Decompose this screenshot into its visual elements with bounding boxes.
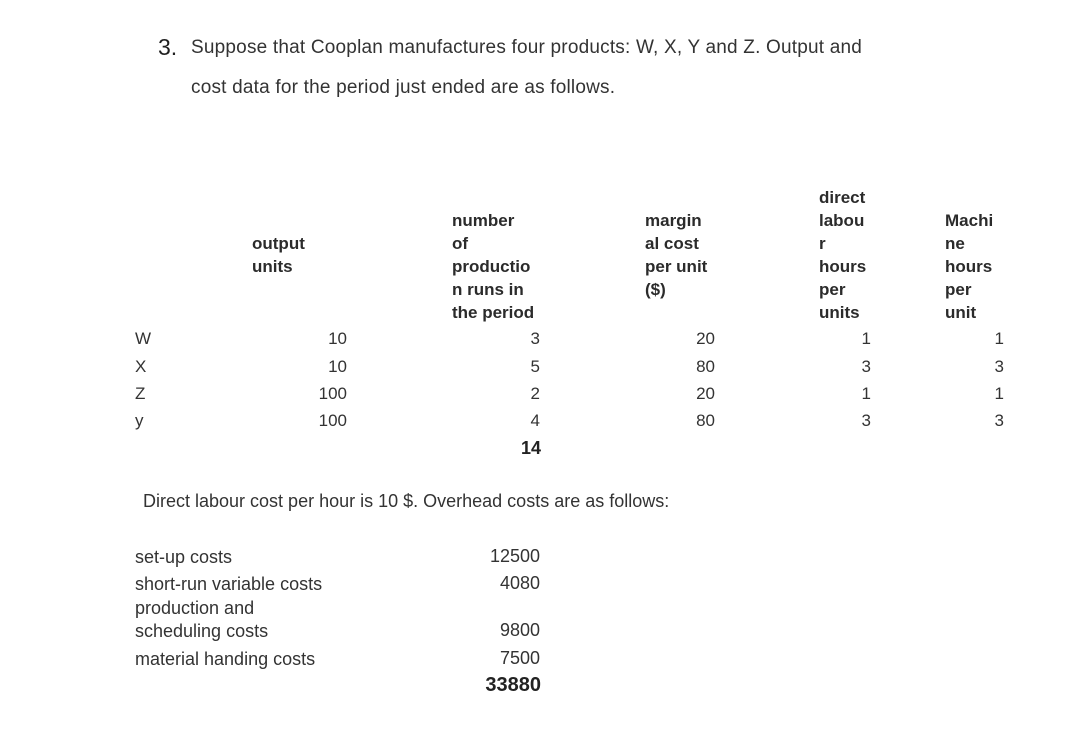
header-line: units (252, 257, 293, 276)
cell-machine-hours: 1 (994, 329, 1004, 348)
question-text-line-2: cost data for the period just ended are as follows. (191, 77, 616, 98)
row-label-x: X (135, 357, 147, 376)
header-line: the period (452, 303, 535, 322)
cell-output-units: 100 (318, 384, 347, 403)
header-direct-labour-hours (819, 186, 866, 324)
header-marginal-cost (645, 209, 707, 301)
header-line: units (819, 303, 860, 322)
cell-machine-hours: 3 (994, 357, 1004, 376)
cell-marginal-cost: 20 (696, 329, 715, 348)
overhead-label-production-scheduling (135, 597, 395, 643)
cell-production-runs: 5 (530, 357, 540, 376)
header-line: margin (645, 211, 702, 230)
header-line: n runs in (452, 280, 524, 299)
total-production-runs: 14 (520, 438, 541, 458)
cell-marginal-cost: 80 (696, 357, 715, 376)
overhead-label-line: production and (135, 598, 255, 618)
cell-production-runs: 2 (530, 384, 540, 403)
cell-direct-labour-hours: 3 (861, 411, 871, 430)
overhead-total: 33880 (485, 674, 541, 696)
question-number: 3. (158, 34, 178, 60)
row-label-z: Z (135, 384, 146, 403)
header-line: per (819, 280, 846, 299)
cell-marginal-cost: 20 (696, 384, 715, 403)
row-label-w: W (135, 329, 152, 348)
overhead-label-material-handling: material handing costs (135, 649, 316, 669)
cell-machine-hours: 1 (994, 384, 1004, 403)
overhead-label-setup: set-up costs (135, 547, 233, 567)
overhead-value-short-run: 4080 (499, 573, 540, 593)
header-line: per (945, 280, 972, 299)
cell-production-runs: 3 (530, 329, 540, 348)
header-line: direct (819, 188, 866, 207)
cell-machine-hours: 3 (994, 411, 1004, 430)
header-machine-hours (945, 209, 993, 324)
header-line: output (252, 234, 305, 253)
header-line: of (452, 234, 469, 253)
header-line: labou (819, 211, 865, 230)
header-line: productio (452, 257, 531, 276)
header-line: al cost (645, 234, 699, 253)
header-output-units (252, 232, 305, 278)
header-line: r (819, 234, 826, 253)
cell-output-units: 10 (328, 329, 347, 348)
cell-direct-labour-hours: 3 (861, 357, 871, 376)
question-text-line-1: Suppose that Cooplan manufactures four products: W, X, Y and Z. Output and (191, 37, 863, 58)
header-production-runs (452, 209, 534, 324)
row-label-y: y (135, 411, 144, 430)
labour-cost-sentence: Direct labour cost per hour is 10 $. Overhead costs are as follows: (143, 491, 670, 511)
header-line: ne (945, 234, 965, 253)
overhead-label-line: scheduling costs (135, 621, 269, 641)
header-line: hours (945, 257, 993, 276)
header-line: number (452, 211, 515, 230)
cell-direct-labour-hours: 1 (861, 384, 871, 403)
header-line: unit (945, 303, 977, 322)
header-line: hours (819, 257, 867, 276)
overhead-value-material-handling: 7500 (499, 648, 540, 668)
overhead-label-short-run: short-run variable costs (135, 574, 323, 594)
cell-output-units: 10 (328, 357, 347, 376)
header-line: Machi (945, 211, 994, 230)
cell-marginal-cost: 80 (696, 411, 715, 430)
overhead-value-setup: 12500 (489, 546, 540, 566)
cell-production-runs: 4 (530, 411, 540, 430)
header-line: ($) (645, 280, 666, 299)
cell-output-units: 100 (318, 411, 347, 430)
header-line: per unit (645, 257, 708, 276)
overhead-value-production-scheduling: 9800 (499, 620, 540, 640)
cell-direct-labour-hours: 1 (861, 329, 871, 348)
